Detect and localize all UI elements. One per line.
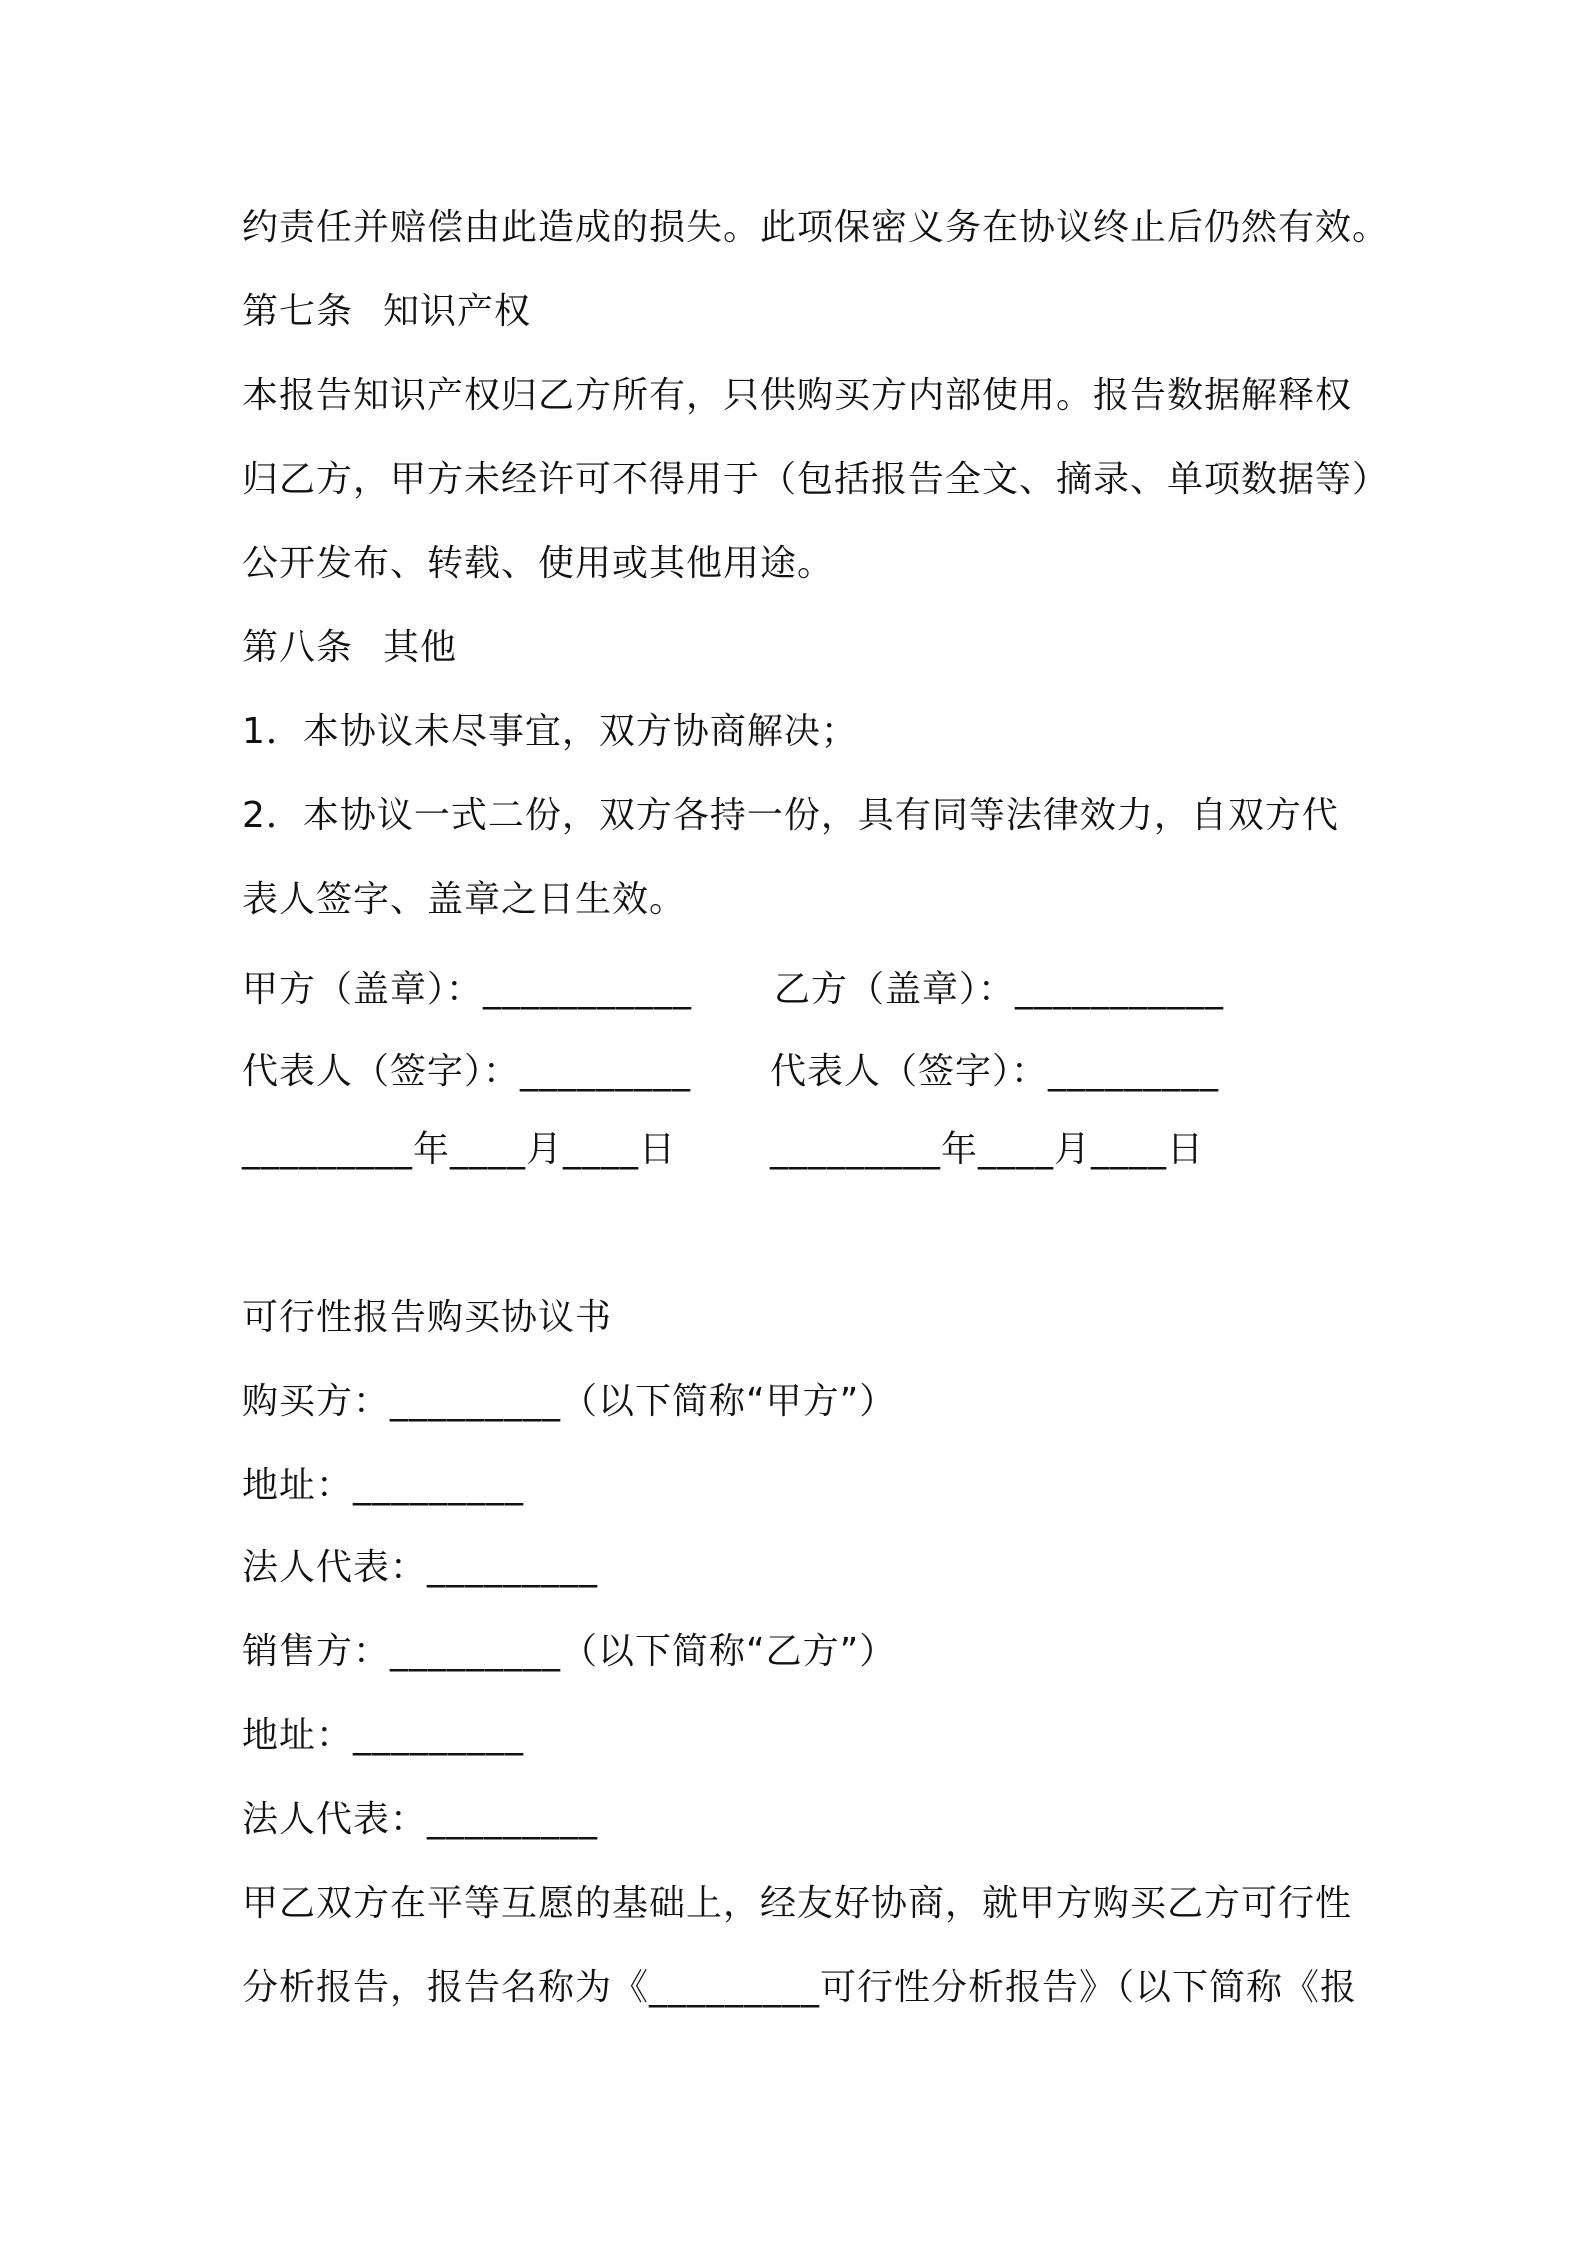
article-number: 第八条	[242, 627, 354, 668]
buyer-legal-representative: 法人代表：_________	[242, 1547, 599, 1588]
party-b-seal: 乙方（盖章）：___________	[774, 969, 1225, 1010]
agreement-paragraph: 分析报告，报告名称为《_________可行性分析报告》（以下简称《报	[242, 1967, 1358, 2008]
party-a-seal: 甲方（盖章）：___________	[242, 969, 693, 1010]
article-number: 第七条	[242, 291, 354, 332]
seller-legal-representative: 法人代表：_________	[242, 1799, 599, 1840]
buyer-line: 购买方：_________（以下简称“甲方”）	[242, 1381, 897, 1422]
seal-row	[242, 968, 1342, 1012]
agreement-paragraph: 甲乙双方在平等互愿的基础上，经友好协商，就甲方购买乙方可行性	[242, 1883, 1353, 1924]
representative-row	[242, 1050, 1342, 1094]
date-row	[242, 1128, 1342, 1172]
party-b-date: _________年____月____日	[770, 1129, 1204, 1170]
article-8-heading	[242, 626, 457, 670]
text-line: 归乙方，甲方未经许可不得用于（包括报告全文、摘录、单项数据等）	[242, 459, 1390, 500]
seller-address: 地址：_________	[242, 1715, 525, 1756]
article-title: 其他	[383, 627, 458, 668]
text-line: 公开发布、转载、使用或其他用途。	[242, 543, 835, 584]
text-line: 约责任并赔偿由此造成的损失。此项保密义务在协议终止后仍然有效。	[242, 207, 1390, 248]
party-a-representative: 代表人（签字）：_________	[242, 1051, 692, 1092]
agreement-title: 可行性报告购买协议书	[242, 1297, 613, 1338]
text-line: 本报告知识产权归乙方所有，只供购买方内部使用。报告数据解释权	[242, 375, 1353, 416]
clause-2: 2．本协议一式二份，双方各持一份，具有同等法律效力，自双方代	[242, 795, 1339, 836]
buyer-address: 地址：_________	[242, 1465, 525, 1506]
article-title: 知识产权	[383, 291, 532, 332]
text-line: 表人签字、盖章之日生效。	[242, 879, 687, 920]
clause-1: 1．本协议未尽事宜，双方协商解决；	[242, 711, 858, 752]
party-a-date: _________年____月____日	[242, 1129, 676, 1170]
article-7-heading	[242, 290, 531, 334]
seller-line: 销售方：_________（以下简称“乙方”）	[242, 1631, 897, 1672]
party-b-representative: 代表人（签字）：_________	[770, 1051, 1220, 1092]
